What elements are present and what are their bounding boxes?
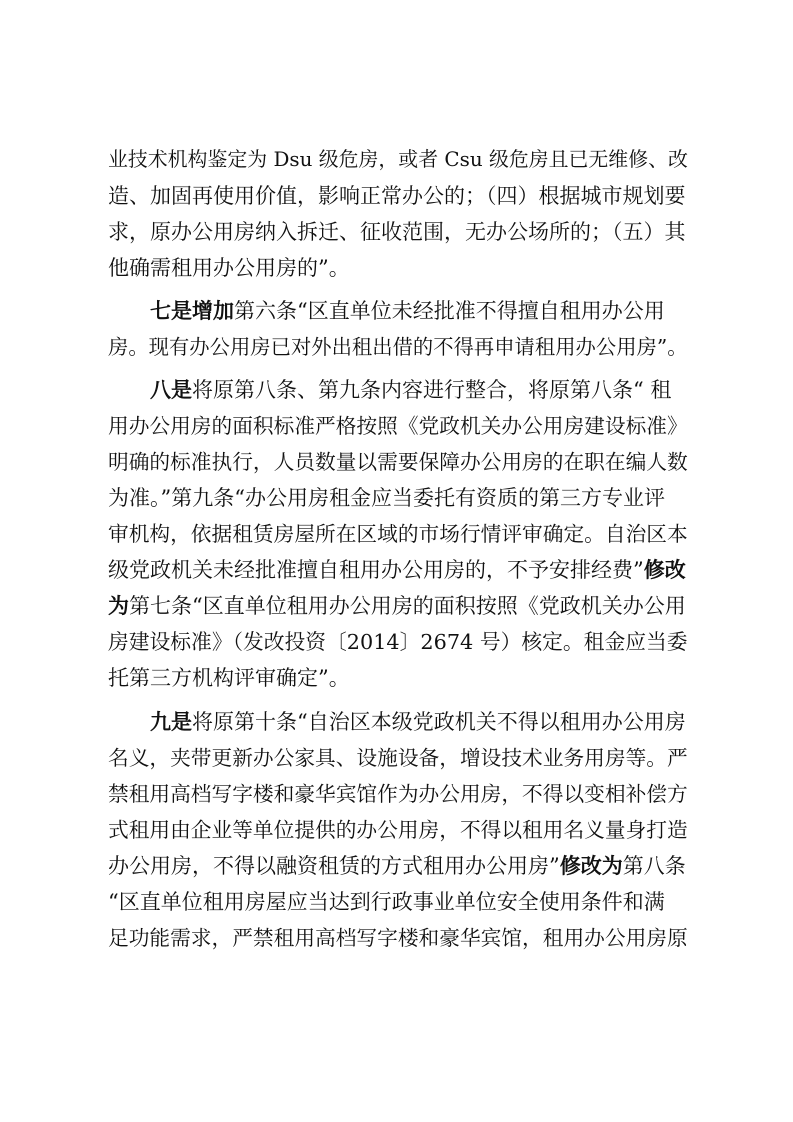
text-run: 第六条“区直单位未经批准不得擅自租用办公用 — [234, 299, 665, 323]
paragraph-3-line-8 — [108, 624, 688, 660]
paragraph-3-line-3 — [108, 444, 688, 480]
text-run: 足功能需求，严禁租用高档写字楼和豪华宾馆，租用办公用房原 — [108, 926, 688, 950]
text-run: 用办公用房的面积标准严格按照《党政机关办公用房建设标准》 — [108, 414, 688, 438]
text-run: 明确的标准执行，人员数量以需要保障办公用房的在职在编人数 — [108, 450, 688, 474]
text-run: 造、加固再使用价值，影响正常办公的；（四）根据城市规划要 — [108, 184, 686, 208]
text-run: 将原第十条“自治区本级党政机关不得以租用办公用房 — [192, 710, 686, 734]
paragraph-4-line-1 — [150, 704, 688, 740]
text-run: 式租用由企业等单位提供的办公用房，不得以租用名义量身打造 — [108, 818, 688, 842]
paragraph-4-line-2 — [108, 740, 688, 776]
bold-keyword: 为 — [108, 594, 129, 618]
paragraph-1-line-4 — [108, 250, 688, 286]
paragraph-3-line-7 — [108, 588, 688, 624]
paragraph-4-line-5 — [108, 848, 688, 884]
paragraph-4-line-3 — [108, 776, 688, 812]
text-run: 房建设标准》（发改投资〔2014〕2674 号）核定。租金应当委 — [108, 630, 688, 654]
bold-lead: 八是 — [150, 378, 192, 402]
bold-keyword: 修改为 — [559, 854, 623, 878]
bold-lead: 七是增加 — [150, 299, 234, 323]
paragraph-2-line-2 — [108, 329, 688, 365]
text-run: 他确需租用办公用房的”。 — [108, 256, 350, 280]
paragraph-3-line-5 — [108, 516, 688, 552]
paragraph-2-line-1 — [150, 293, 688, 329]
text-run: 第八条 — [622, 854, 686, 878]
text-run: 名义，夹带更新办公家具、设施设备，增设技术业务用房等。严 — [108, 746, 688, 770]
paragraph-3-line-1 — [150, 372, 688, 408]
paragraph-3-line-4 — [108, 480, 688, 516]
text-run: 将原第八条、第九条内容进行整合，将原第八条“ 租 — [192, 378, 672, 402]
paragraph-4-line-6 — [108, 884, 688, 920]
text-run: 级党政机关未经批准擅自租用办公用房的，不予安排经费” — [108, 558, 644, 582]
bold-lead: 九是 — [150, 710, 192, 734]
text-run: 审机构，依据租赁房屋所在区域的市场行情评审确定。自治区本 — [108, 522, 688, 546]
text-run: 办公用房，不得以融资租赁的方式租用办公用房” — [108, 854, 560, 878]
paragraph-4-line-7 — [108, 920, 688, 956]
text-run: 禁租用高档写字楼和豪华宾馆作为办公用房，不得以变相补偿方 — [108, 782, 688, 806]
paragraph-1-line-2 — [108, 178, 688, 214]
paragraph-1-line-3 — [108, 214, 688, 250]
text-run: 第七条“区直单位租用办公用房的面积按照《党政机关办公用 — [129, 594, 686, 618]
bold-keyword: 修改 — [643, 558, 686, 582]
text-run: 托第三方机构评审确定”。 — [108, 666, 350, 690]
text-run: 为准。”第九条“办公用房租金应当委托有资质的第三方专业评 — [108, 486, 665, 510]
paragraph-3-line-6 — [108, 552, 688, 588]
paragraph-1-line-1 — [108, 142, 688, 178]
text-run: 房。现有办公用房已对外出租出借的不得再申请租用办公用房”。 — [108, 335, 688, 359]
paragraph-3-line-9 — [108, 660, 688, 696]
text-run: “区直单位租用房屋应当达到行政事业单位安全使用条件和满 — [108, 890, 665, 914]
text-run: 业技术机构鉴定为 Dsu 级危房，或者 Csu 级危房且已无维修、改 — [108, 148, 688, 171]
paragraph-3-line-2 — [108, 408, 688, 444]
text-run: 求，原办公用房纳入拆迁、征收范围，无办公场所的；（五）其 — [108, 220, 686, 244]
paragraph-4-line-4 — [108, 812, 688, 848]
